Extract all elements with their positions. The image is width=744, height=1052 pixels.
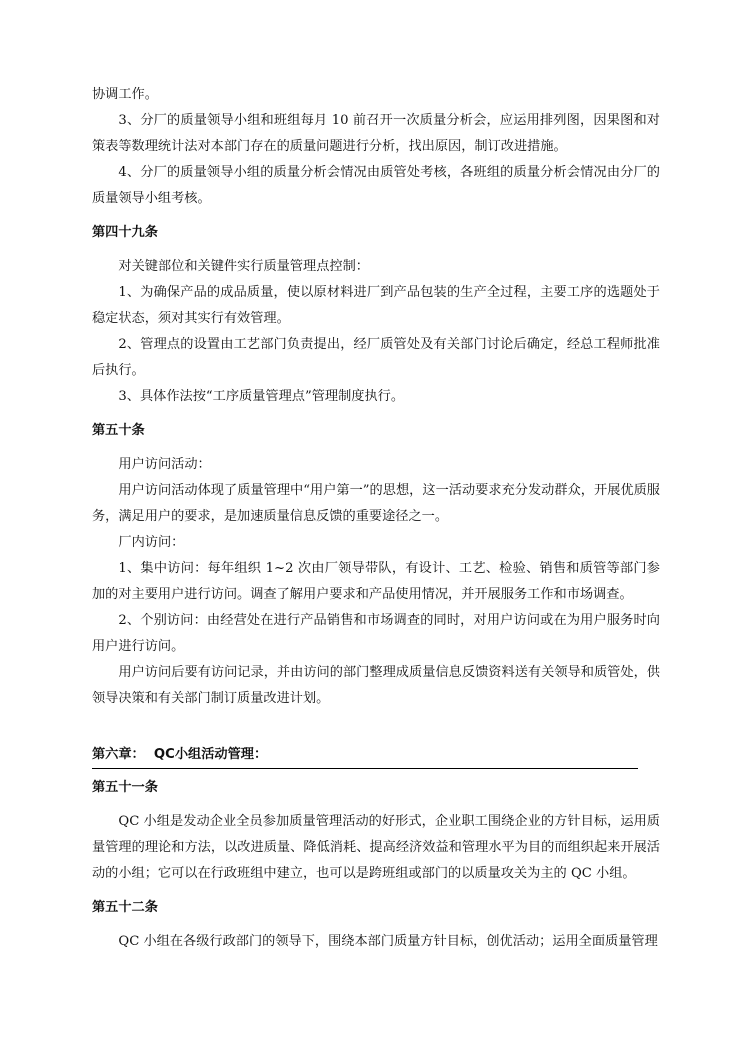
chapter-heading: 第六章： QC小组活动管理：: [92, 747, 268, 762]
paragraph: 协调工作。: [92, 87, 158, 102]
chapter-divider: [92, 768, 638, 769]
article-heading-51: 第五十一条: [92, 780, 158, 795]
article-heading-52: 第五十二条: [92, 900, 158, 915]
paragraph: 2、个别访问：由经营处在进行产品销售和市场调查的同时，对用户访问或在为用户服务时向用户进行访问。: [92, 613, 660, 654]
article-heading-50: 第五十条: [92, 423, 145, 438]
paragraph: 1、集中访问：每年组织 1~2 次由厂领导带队，有设计、工艺、检验、销售和质管等部门参加的对主要用户进行访问。调查了解用户要求和产品使用情况，并开展服务工作和市场调查。: [92, 561, 660, 602]
paragraph: 3、具体作法按“工序质量管理点”管理制度执行。: [118, 389, 405, 404]
paragraph: 对关键部位和关键件实行质量管理点控制：: [118, 259, 369, 274]
document-body: [92, 82, 660, 955]
paragraph: 2、管理点的设置由工艺部门负责提出，经厂质管处及有关部门讨论后确定，经总工程师批准后执行。: [92, 337, 660, 378]
paragraph: 用户访问活动体现了质量管理中“用户第一”的思想，这一活动要求充分发动群众，开展优质服务，满足用户的要求，是加速质量信息反馈的重要途径之一。: [92, 483, 660, 524]
paragraph: QC 小组在各级行政部门的领导下，围绕本部门质量方针目标，创优活动；运用全面质量管理: [118, 934, 658, 949]
paragraph: 用户访问活动：: [118, 457, 211, 472]
paragraph: QC 小组是发动企业全员参加质量管理活动的好形式，企业职工围绕企业的方针目标，运用质量管理的理论和方法，以改进质量、降低消耗、提高经济效益和管理水平为目的而组织起来开展活动的小组；它可以在行政班组中建立，也可以是跨班组或部门的以质量攻关为主的 QC 小组。: [92, 814, 660, 881]
paragraph: 厂内访问：: [118, 535, 185, 550]
paragraph: 3、分厂的质量领导小组和班组每月 10 前召开一次质量分析会，应运用排列图，因果图和对策表等数理统计法对本部门存在的质量问题进行分析，找出原因，制订改进措施。: [92, 113, 660, 154]
paragraph: 用户访问后要有访问记录，并由访问的部门整理成质量信息反馈资料送有关领导和质管处，供领导决策和有关部门制订质量改进计划。: [92, 665, 660, 706]
paragraph: 4、分厂的质量领导小组的质量分析会情况由质管处考核，各班组的质量分析会情况由分厂的质量领导小组考核。: [92, 165, 660, 206]
article-heading-49: 第四十九条: [92, 225, 158, 240]
paragraph: 1、为确保产品的成品质量，使以原材料进厂到产品包装的生产全过程，主要工序的选题处于稳定状态，须对其实行有效管理。: [92, 285, 660, 326]
